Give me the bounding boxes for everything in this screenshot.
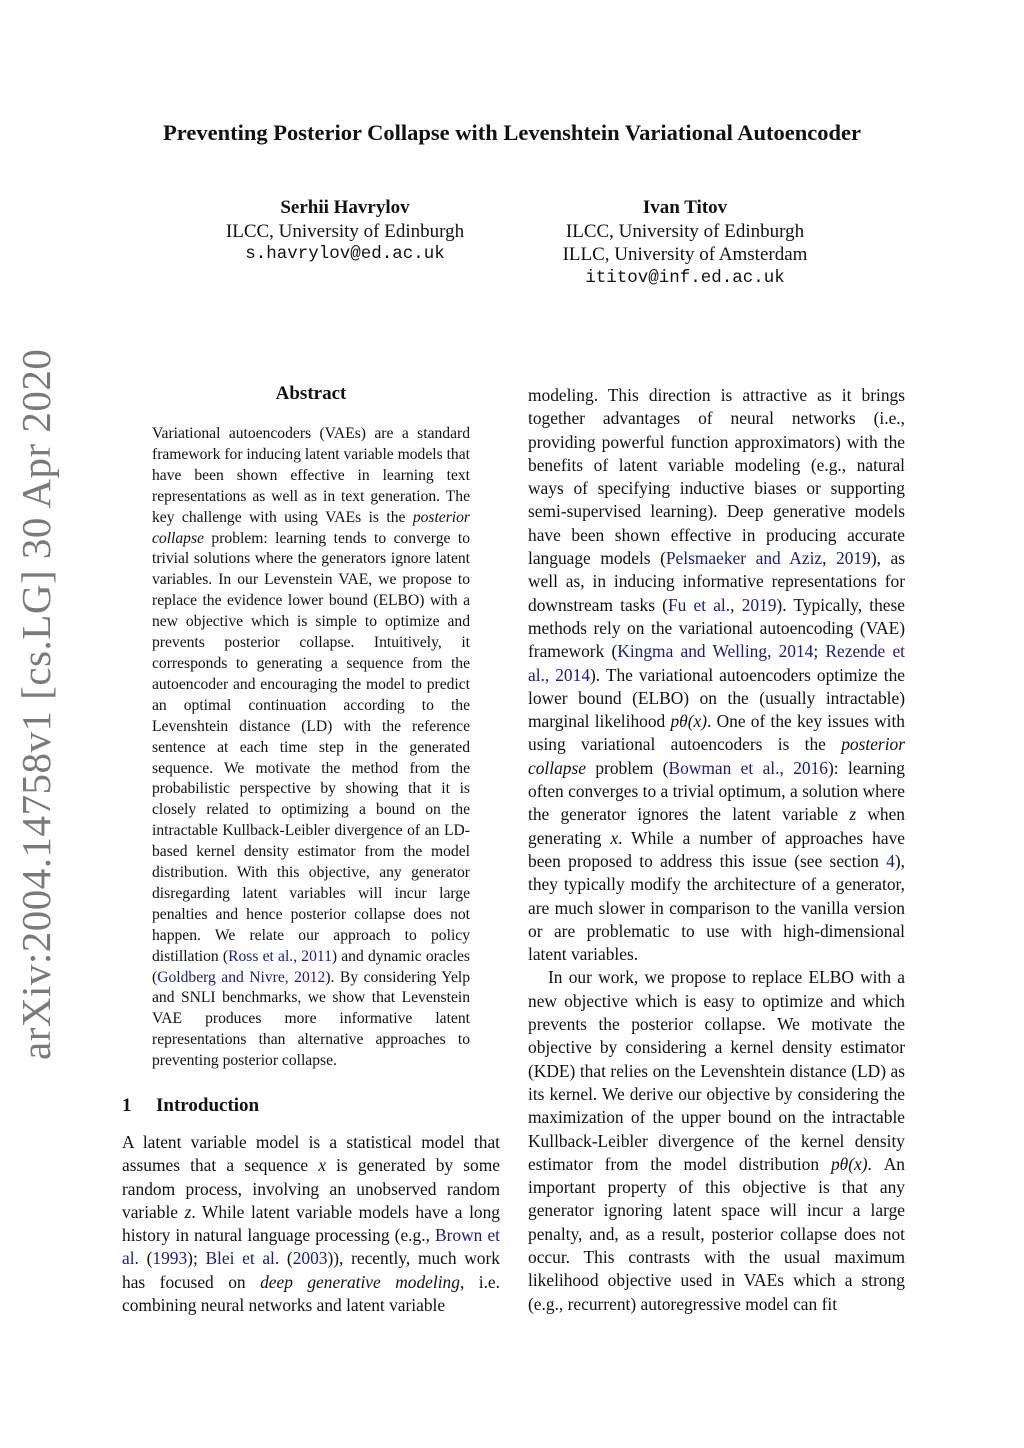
citation-link[interactable]: Fu et al.	[667, 594, 731, 615]
paragraph: In our work, we propose to replace ELBO with a new objective which is easy to optimize and which prevents the posterior collapse. We motivate the objective by considering a kernel density estimator (KDE) that relies on the Levenshtein distance (LD) as its kernel. We derive our objective by considering the maximization of the upper bound on the intractable Kullback-Leibler divergence of the kernel density estimator from the model distribution pθ(x). An important property of this objective is that any generator ignoring latent space will incur a large penalty, and, as a result, posterior collapse does not occur. This contrasts with the usual maximum likelihood objective used in VAEs which a strong (e.g., recurrent) autoregressive model can fit	[528, 967, 906, 1314]
author-email[interactable]: s.havrylov@ed.ac.uk	[245, 244, 445, 264]
abstract-body: Variational autoencoders (VAEs) are a standard framework for inducing latent variable models that have been shown effective in learning text representations as well as in text generation. The key challenge with using VAEs is the posterior collapse problem: learning tends to converge to trivial solutions where the generators ignore latent variables. In our Levenstein VAE, we propose to replace the evidence lower bound (ELBO) with a new objective which is simple to optimize and prevents posterior collapse. Intuitively, it corresponds to generating a sequence from the autoencoder and encouraging the model to predict an optimal continuation according to the Levenshtein distance (LD) with the reference sentence at each time step in the generated sequence. We motivate the method from the probabilistic perspective by showing that it is closely related to optimizing a bound on the intractable Kullback-Leibler divergence of an LD-based kernel density estimator from the model distribution. With this objective, any generator disregarding latent variables will incur large penalties and hence posterior collapse does not happen. We relate our approach to policy distillation (Ross et al., 2011) and dynamic oracles (Goldberg and Nivre, 2012). By considering Yelp and SNLI benchmarks, we show that Levenstein VAE produces more informative latent representations than alternative approaches to preventing posterior collapse.	[152, 425, 470, 1070]
paragraph: modeling. This direction is attractive as it brings together advantages of neural networks (i.e., providing powerful function approximators) with the benefits of latent variable modeling (e.g., natural ways of specifying inductive biases or supporting semi-supervised learning). Deep generative models have been shown effective in producing accurate language models (Pelsmaeker and Aziz, 2019), as well as, in inducing informative representations for downstream tasks (Fu et al., 2019). Typically, these methods rely on the variational autoencoding (VAE) framework (Kingma and Welling, 2014; Rezende et al., 2014). The variational autoencoders optimize the lower bound (ELBO) on the (usually intractable) marginal likelihood pθ(x). One of the key issues with using variational autoencoders is the posterior collapse problem (Bowman et al., 2016): learning often converges to a trivial optimum, a solution where the generator ignores the latent variable z when generating x. While a number of approaches have been proposed to address this issue (see section 4), they typically modify the architecture of a generator, are much slower in comparison to the vanilla version or are problematic to use with high-dimensional latent variables.	[528, 385, 906, 965]
citation-link[interactable]: Goldberg and Nivre, 2012	[157, 968, 326, 986]
paper-title: Preventing Posterior Collapse with Levenshtein Variational Autoencoder	[163, 120, 861, 145]
citation-link[interactable]: 2019	[836, 548, 871, 569]
citation-link[interactable]: Pelsmaeker and Aziz	[665, 548, 823, 569]
citation-link[interactable]: Kingma and Welling, 2014	[617, 641, 814, 662]
author-name: Ivan Titov	[642, 197, 728, 218]
section-ref-link[interactable]: 4	[886, 850, 895, 871]
citation-link[interactable]: Bowman et al., 2016	[668, 757, 829, 778]
author-affiliation: ILCC, University of Edinburgh	[565, 220, 805, 242]
citation-link[interactable]: Rezende et al., 2014	[528, 641, 906, 685]
author-email[interactable]: ititov@inf.ed.ac.uk	[585, 267, 785, 288]
author-block	[485, 196, 885, 290]
author-affiliation: ILCC, University of Edinburgh	[225, 220, 465, 242]
right-column	[528, 384, 905, 1316]
citation-link[interactable]: 1993	[152, 1248, 188, 1269]
citation-link[interactable]: 2019	[741, 594, 777, 615]
arxiv-sidebar-id: arXiv:2004.14758v1 [cs.LG] 30 Apr 2020	[13, 348, 59, 1060]
citation-link[interactable]: Blei et al.	[205, 1248, 280, 1269]
section-number: 1	[122, 1095, 132, 1116]
section-heading	[122, 1095, 500, 1117]
citation-link[interactable]: Ross et al., 2011	[228, 947, 332, 965]
citation-link[interactable]: 2003	[292, 1248, 328, 1269]
author-affiliation: ILLC, University of Amsterdam	[562, 244, 808, 265]
abstract-heading: Abstract	[275, 383, 347, 404]
intro-paragraph: A latent variable model is a statistical model that assumes that a sequence x is generated by some random process, involving an unobserved random variable z. While latent variable models have a long history in natural language processing (e.g., Brown et al. (1993); Blei et al. (2003)), recently, much work has focused on deep generative modeling, i.e. combining neural networks and latent variable	[122, 1132, 500, 1316]
author-name: Serhii Havrylov	[280, 197, 410, 218]
citation-link[interactable]: Brown et al.	[122, 1225, 500, 1269]
section-title: Introduction	[156, 1095, 260, 1116]
